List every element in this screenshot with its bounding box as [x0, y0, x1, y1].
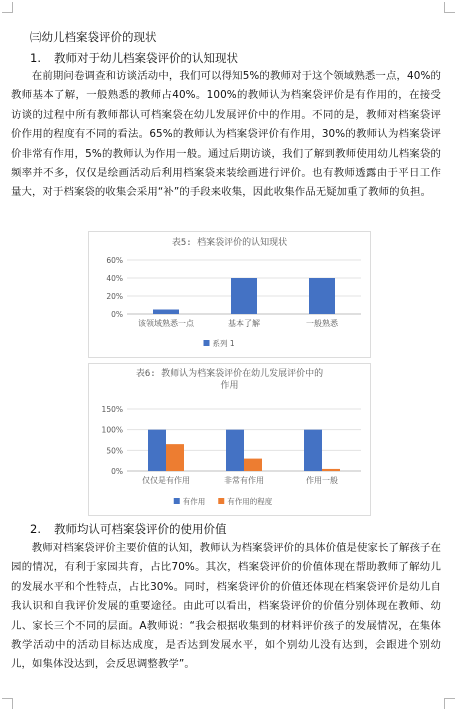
legend-swatch — [218, 498, 224, 504]
legend-swatch — [174, 498, 180, 504]
section-heading: ㈢幼儿档案袋评价的现状 — [30, 30, 157, 44]
bar — [322, 469, 340, 471]
legend-label: 有作用的程度 — [227, 497, 273, 506]
chart-title: 作用 — [220, 381, 239, 391]
y-tick-label: 50% — [106, 446, 123, 456]
legend-swatch — [204, 340, 210, 346]
subsection-2-number: 2. — [30, 522, 41, 536]
y-tick-label: 0% — [111, 467, 123, 476]
page-corner-mark — [444, 698, 455, 709]
y-tick-label: 40% — [106, 274, 123, 283]
x-category-label: 非常有作用 — [224, 476, 264, 485]
x-category-label: 一般熟悉 — [306, 319, 338, 328]
y-tick-label: 60% — [106, 256, 123, 265]
page-corner-mark — [2, 2, 13, 13]
paragraph-1: 在前期问卷调查和访谈活动中，我们可以得知5%的教师对于这个领域熟悉一点，40%的教师基本了解，一般熟悉的教师占40%。100%的教师认为档案袋评价是有作用的，在接受访谈的过程中所有教师都认可档案袋在幼儿发展评价中的作用。不同的是，教师对档案袋评价作用的程度有不同的看法。65%的教师认为档案袋评价有作用，30%的教师认为档案袋评价非常有作用，5%的教师认为作用一般。通过后期访谈，我们了解到教师使用幼儿档案袋的频率并不多，仅仅是绘画活动后利用档案袋来装绘画进行评价。也有教师透露由于平日工作量大，对于档案袋的收集会采用“补”的手段来收集，因此收集作品无疑加重了教师的负担。 — [11, 70, 441, 199]
chart-6 — [88, 363, 371, 516]
bar — [153, 310, 179, 315]
page-corner-mark — [444, 2, 455, 13]
bar — [244, 459, 262, 471]
subsection-1-title: 教师对于幼儿档案袋评价的认知现状 — [54, 51, 238, 65]
chart-6-svg — [89, 364, 370, 515]
chart-5-svg — [89, 232, 370, 357]
legend-label: 系列 1 — [212, 339, 235, 348]
chart-title: 表5: 档案袋评价的认知现状 — [171, 238, 288, 248]
chart-title: 表6: 教师认为档案袋评价在幼儿发展评价中的 — [135, 369, 324, 379]
chart-5 — [88, 231, 371, 358]
subsection-1-number: 1. — [30, 51, 41, 65]
y-tick-label: 0% — [111, 310, 123, 319]
x-category-label: 基本了解 — [228, 319, 260, 328]
x-category-label: 该领域熟悉一点 — [138, 319, 194, 328]
bar — [309, 278, 335, 314]
bar — [148, 430, 166, 471]
bar — [166, 444, 184, 471]
x-category-label: 仅仅是有作用 — [142, 476, 190, 485]
paragraph-2: 教师对档案袋评价主要价值的认知，教师认为档案袋评价的具体价值是使家长了解孩子在园的情况，有利于家园共育，占比70%。其次，档案袋评价的价值体现在帮助教师了解幼儿的发展水平和个性特点，占比30%。同时，档案袋评价的价值还体现在档案袋评价是幼儿自我认识和自我评价发展的重要途径。由此可以看出，档案袋评价的价值分别体现在教师、幼儿、家长三个不同的层面。A教师说：“我会根据收集到的材料评价孩子的发展情况，在集体教学活动中的活动目标达成度，是否达到发展水平，如个别幼儿没有达到，会跟进个别幼儿，如集体没达到，会反思调整教学”。 — [11, 542, 441, 671]
legend-label: 有作用 — [182, 497, 206, 506]
bar — [226, 430, 244, 471]
x-category-label: 作用一般 — [306, 476, 338, 485]
subsection-2-heading — [30, 522, 227, 537]
bar — [304, 430, 322, 471]
y-tick-label: 150% — [101, 405, 123, 414]
y-tick-label: 20% — [106, 292, 123, 301]
y-tick-label: 100% — [101, 425, 123, 435]
page-corner-mark — [2, 698, 13, 709]
subsection-1-heading — [30, 51, 238, 66]
subsection-2-title: 教师均认可档案袋评价的使用价值 — [54, 522, 227, 536]
bar — [231, 278, 257, 314]
